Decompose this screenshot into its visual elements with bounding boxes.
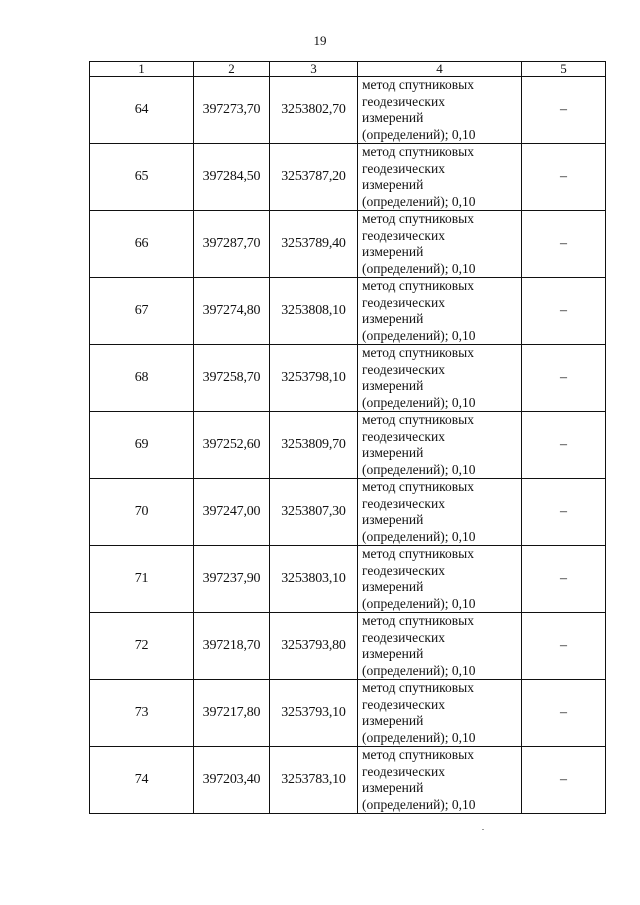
method-cell: метод спутниковых геодезических измерений (определений); 0,10 (358, 546, 522, 613)
x-coordinate-cell: 397237,90 (194, 546, 270, 613)
y-coordinate-cell: 3253783,10 (270, 747, 358, 814)
method-cell: метод спутниковых геодезических измерений (определений); 0,10 (358, 144, 522, 211)
y-coordinate-cell: 3253789,40 (270, 211, 358, 278)
x-coordinate-cell: 397217,80 (194, 680, 270, 747)
table-row (90, 680, 606, 747)
x-coordinate-cell: 397274,80 (194, 278, 270, 345)
table-row (90, 345, 606, 412)
note-cell: – (522, 680, 606, 747)
method-cell: метод спутниковых геодезических измерений (определений); 0,10 (358, 211, 522, 278)
table-row (90, 546, 606, 613)
note-cell: – (522, 77, 606, 144)
x-coordinate-cell: 397287,70 (194, 211, 270, 278)
page-number: 19 (313, 33, 327, 48)
x-coordinate-cell: 397284,50 (194, 144, 270, 211)
method-cell: метод спутниковых геодезических измерений (определений); 0,10 (358, 278, 522, 345)
point-number-cell: 69 (90, 412, 194, 479)
column-header-2: 2 (194, 62, 270, 77)
note-cell: – (522, 479, 606, 546)
method-cell: метод спутниковых геодезических измерений (определений); 0,10 (358, 345, 522, 412)
y-coordinate-cell: 3253808,10 (270, 278, 358, 345)
point-number-cell: 71 (90, 546, 194, 613)
note-cell: – (522, 613, 606, 680)
column-header-4: 4 (358, 62, 522, 77)
y-coordinate-cell: 3253793,10 (270, 680, 358, 747)
table-row (90, 77, 606, 144)
point-number-cell: 72 (90, 613, 194, 680)
x-coordinate-cell: 397203,40 (194, 747, 270, 814)
note-cell: – (522, 345, 606, 412)
point-number-cell: 67 (90, 278, 194, 345)
y-coordinate-cell: 3253798,10 (270, 345, 358, 412)
note-cell: – (522, 747, 606, 814)
method-cell: метод спутниковых геодезических измерений (определений); 0,10 (358, 680, 522, 747)
x-coordinate-cell: 397218,70 (194, 613, 270, 680)
scan-speck (482, 829, 484, 830)
note-cell: – (522, 211, 606, 278)
point-number-cell: 64 (90, 77, 194, 144)
method-cell: метод спутниковых геодезических измерений (определений); 0,10 (358, 479, 522, 546)
table-row (90, 412, 606, 479)
point-number-cell: 70 (90, 479, 194, 546)
point-number-cell: 74 (90, 747, 194, 814)
column-header-1: 1 (90, 62, 194, 77)
y-coordinate-cell: 3253802,70 (270, 77, 358, 144)
y-coordinate-cell: 3253787,20 (270, 144, 358, 211)
column-header-3: 3 (270, 62, 358, 77)
method-cell: метод спутниковых геодезических измерений (определений); 0,10 (358, 77, 522, 144)
method-cell: метод спутниковых геодезических измерений (определений); 0,10 (358, 412, 522, 479)
y-coordinate-cell: 3253803,10 (270, 546, 358, 613)
column-header-5: 5 (522, 62, 606, 77)
note-cell: – (522, 546, 606, 613)
point-number-cell: 66 (90, 211, 194, 278)
table-row (90, 211, 606, 278)
x-coordinate-cell: 397247,00 (194, 479, 270, 546)
x-coordinate-cell: 397252,60 (194, 412, 270, 479)
y-coordinate-cell: 3253793,80 (270, 613, 358, 680)
x-coordinate-cell: 397258,70 (194, 345, 270, 412)
table-row (90, 278, 606, 345)
point-number-cell: 68 (90, 345, 194, 412)
note-cell: – (522, 412, 606, 479)
table-body (90, 77, 606, 814)
note-cell: – (522, 278, 606, 345)
table-row (90, 144, 606, 211)
point-number-cell: 73 (90, 680, 194, 747)
table-header-row (90, 62, 606, 77)
point-number-cell: 65 (90, 144, 194, 211)
table-row (90, 479, 606, 546)
note-cell: – (522, 144, 606, 211)
table-row (90, 613, 606, 680)
x-coordinate-cell: 397273,70 (194, 77, 270, 144)
y-coordinate-cell: 3253809,70 (270, 412, 358, 479)
table-row (90, 747, 606, 814)
method-cell: метод спутниковых геодезических измерений (определений); 0,10 (358, 613, 522, 680)
y-coordinate-cell: 3253807,30 (270, 479, 358, 546)
coordinates-table (89, 61, 606, 814)
method-cell: метод спутниковых геодезических измерений (определений); 0,10 (358, 747, 522, 814)
